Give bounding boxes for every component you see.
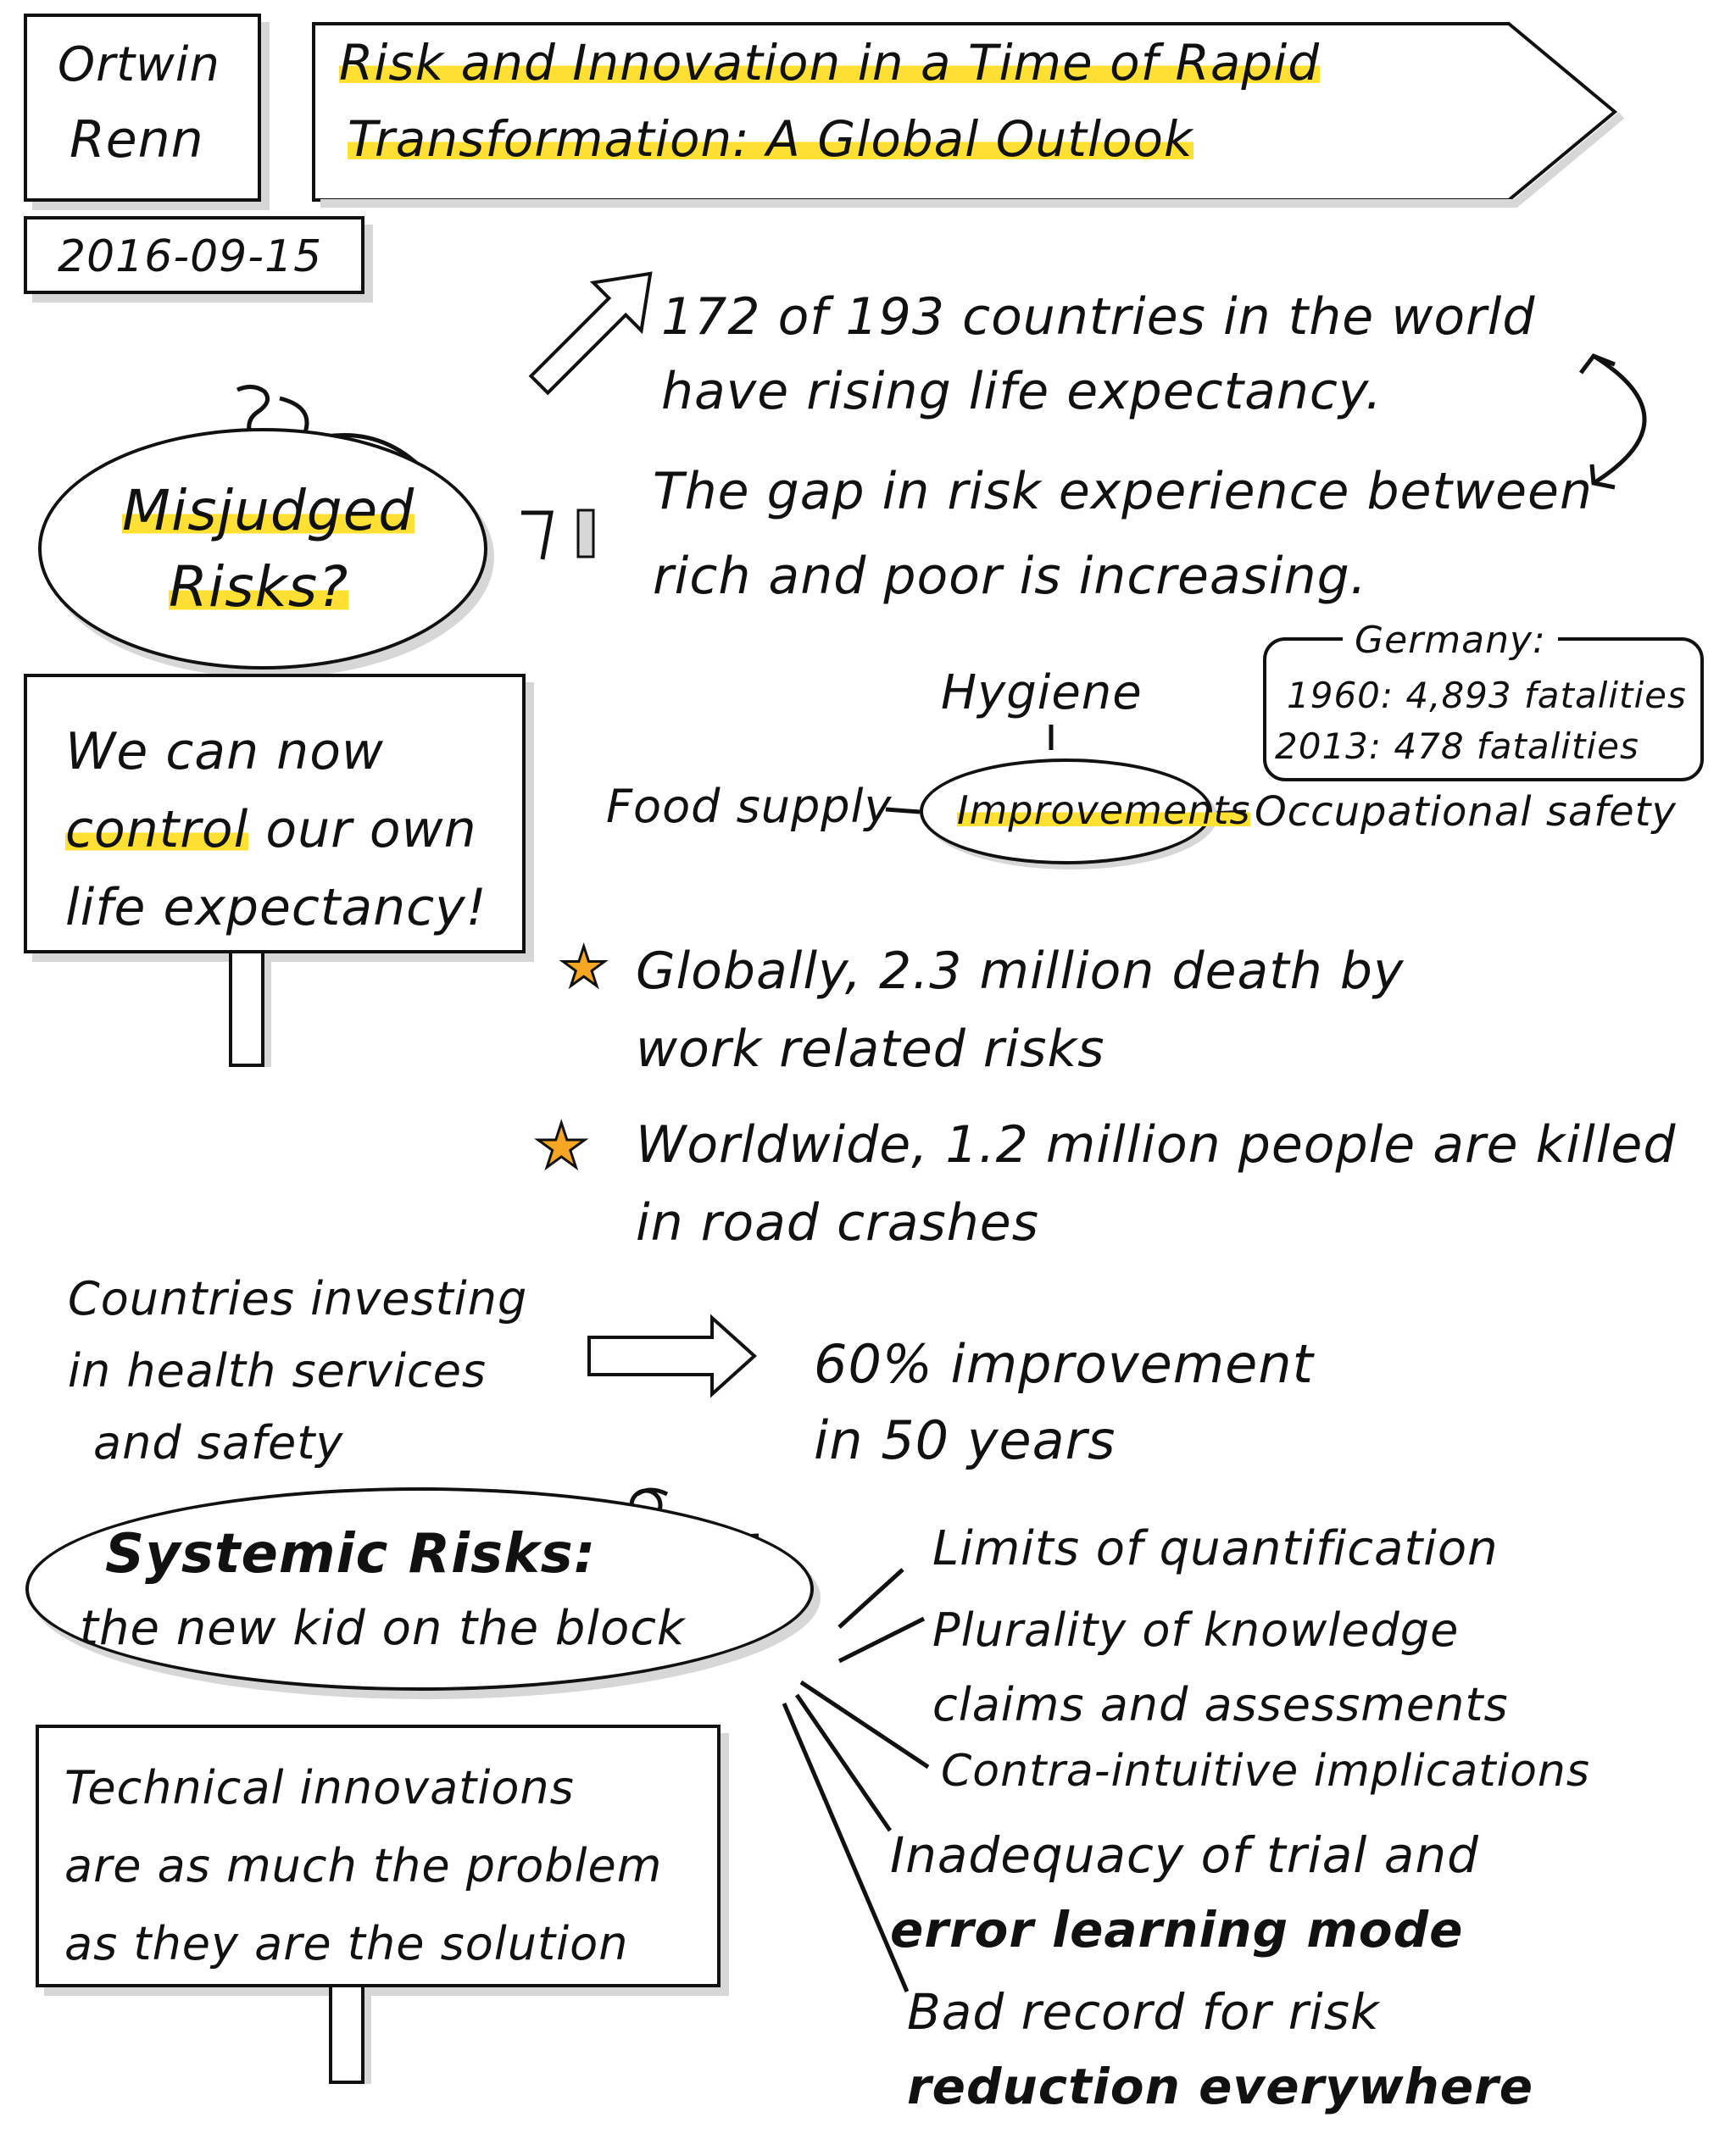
systemic-item-4-line-2: error learning mode [890, 1901, 1464, 1959]
systemic-item-4-line-1: Inadequacy of trial and [890, 1826, 1479, 1884]
author-first-name: Ortwin [58, 37, 220, 92]
control-line-2-rest: our own [248, 800, 477, 859]
systemic-item-2-line-2: claims and assessments [932, 1678, 1509, 1731]
star-note-2-line-1: Worldwide, 1.2 million people are killed [636, 1115, 1677, 1175]
life-expectancy-line-2: have rising life expectancy. [661, 362, 1383, 421]
date-box [24, 216, 364, 294]
star-icon: ★ [559, 936, 609, 999]
systemic-item-5-line-1: Bad record for risk [907, 1983, 1380, 2041]
control-highlight: control [65, 800, 249, 859]
investing-line-1: Countries investing [68, 1272, 528, 1325]
occupational-safety-label: Occupational safety [1255, 788, 1677, 836]
control-line-3: life expectancy! [65, 878, 487, 937]
up-right-arrow-icon [515, 250, 674, 408]
technical-line-2: are as much the problem [64, 1839, 663, 1892]
technical-line-3: as they are the solution [64, 1917, 629, 1970]
control-line-1: We can now [65, 722, 384, 781]
hygiene-label: Hygiene [941, 665, 1143, 720]
improvements-bubble [920, 758, 1251, 864]
systemic-item-2-line-1: Plurality of knowledge [932, 1603, 1460, 1657]
systemic-item-1: Limits of quantification [932, 1521, 1499, 1576]
improvement-result-line-2: in 50 years [814, 1409, 1116, 1471]
systemic-title: Systemic Risks: [105, 1523, 597, 1586]
author-box [24, 14, 261, 202]
curved-double-arrow [1594, 356, 1644, 483]
germany-row-2013: 2013: 478 fatalities [1275, 725, 1639, 767]
title-line-2: Transformation: A Global Outlook [348, 110, 1194, 168]
author-last-name: Renn [70, 110, 204, 169]
investing-note [68, 1263, 527, 1479]
life-expectancy-line-1: 172 of 193 countries in the world [661, 287, 1536, 347]
improvement-result-line-1: 60% improvement [814, 1333, 1314, 1395]
misjudged-risks-bubble [38, 428, 487, 670]
misjudged-line-2: Risks? [169, 554, 349, 620]
decline-icon [521, 510, 593, 559]
germany-fatalities-box [1263, 619, 1704, 781]
risk-gap-line-2: rich and poor is increasing. [653, 547, 1367, 606]
technical-sign-post [329, 1987, 364, 2084]
technical-line-1: Technical innovations [64, 1761, 575, 1814]
systemic-subtitle: the new kid on the block [80, 1601, 686, 1656]
star-note-1-line-1: Globally, 2.3 million death by [636, 942, 1405, 1001]
life-expectancy-note [661, 280, 1535, 429]
star-icon: ★ [534, 1110, 589, 1181]
page-title [339, 34, 1509, 168]
star-note-1 [636, 932, 1404, 1088]
star-note-1-line-2: work related risks [636, 1020, 1105, 1079]
investing-line-3: and safety [93, 1416, 344, 1470]
systemic-item-3: Contra-intuitive implications [941, 1746, 1590, 1797]
star-note-2-line-2: in road crashes [636, 1193, 1039, 1253]
germany-row-1960: 1960: 4,893 fatalities [1287, 675, 1687, 716]
risk-gap-note [653, 449, 1593, 619]
food-supply-label: Food supply [606, 780, 893, 833]
title-line-1: Risk and Innovation in a Time of Rapid [339, 34, 1321, 92]
date-text: 2016-09-15 [58, 231, 323, 282]
right-outline-arrow-icon [589, 1318, 754, 1394]
investing-line-2: in health services [68, 1344, 487, 1398]
star-note-2 [636, 1106, 1676, 1262]
systemic-item-4 [890, 1818, 1479, 1967]
systemic-item-2 [932, 1593, 1509, 1742]
germany-title: Germany: [1343, 619, 1558, 662]
systemic-risks-bubble [25, 1487, 814, 1691]
technical-innovations-sign [36, 1725, 721, 1987]
systemic-item-5 [907, 1975, 1533, 2124]
misjudged-line-1: Misjudged [122, 478, 415, 543]
improvements-label: Improvements [957, 787, 1251, 833]
systemic-item-5-line-2: reduction everywhere [907, 2058, 1534, 2115]
risk-gap-line-1: The gap in risk experience between [653, 462, 1593, 521]
control-sign-post [229, 953, 264, 1067]
control-sign [24, 674, 526, 953]
improvement-result-note [814, 1326, 1314, 1479]
